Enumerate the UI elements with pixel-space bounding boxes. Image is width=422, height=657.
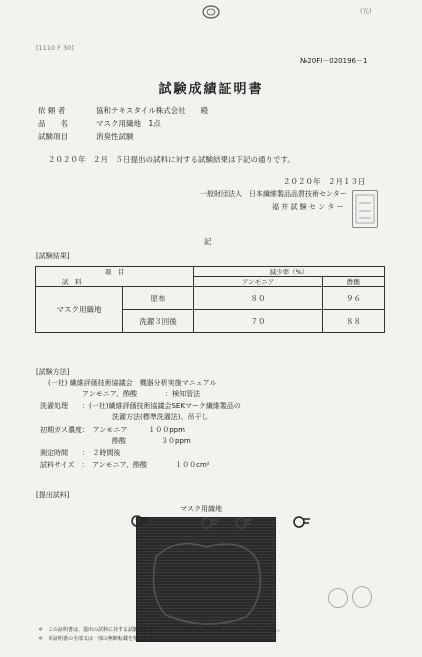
fabric-sample-swatch [136, 517, 276, 642]
footer-note: ＊ 本証明書の全部又は一部の無断転載を禁じます。 [38, 636, 158, 642]
cell-ammonia: ８０ [194, 287, 323, 310]
row-label: 原布 [123, 287, 194, 310]
cell-ammonia: ７０ [194, 310, 323, 333]
test-item-label: 試験項目 [38, 132, 68, 141]
requester-value: 協和テキスタイル株式会社 殿 [96, 106, 209, 115]
sample-section-label: [提出試料] [36, 491, 70, 499]
method-line: 試料サイズ ： アンモニア、酢酸 １００cm² [40, 461, 210, 469]
emblem-icon [201, 4, 221, 20]
col-acetic: 酢酸 [322, 277, 384, 287]
row-label: 洗濯３回後 [123, 310, 194, 333]
header-rate: 減少率（%） [194, 267, 385, 277]
method-line: 酢酸 ３０ppm [112, 437, 191, 445]
footer-note: ＊ この証明書は、提出の試料に対する試験結果であり、ロット全体の品質を保証するものではありません。 [38, 627, 284, 633]
official-seal [352, 190, 378, 228]
issuer-org: 一般財団法人 日本繊維製品品質技術センター [200, 190, 347, 198]
document-number: №20FI－020196－1 [300, 57, 368, 65]
method-line: アンモニア、酢酸 ：検知管法 [82, 390, 201, 398]
results-table [35, 266, 385, 333]
sample-name: マスク用織地 [36, 287, 123, 333]
document-title: 試験成績証明書 [158, 82, 264, 97]
stamp-logo-icon [292, 515, 312, 529]
stamp-logo-icon [234, 516, 254, 530]
col-ammonia: アンモニア [194, 277, 323, 287]
method-line: 測定時間 ： ２時間後 [40, 449, 121, 457]
inspector-stamp [352, 586, 372, 608]
inspector-stamp [328, 588, 348, 608]
sample-caption: マスク用織地 [180, 505, 222, 513]
issue-date: ２０２０年 ２月１３日 [283, 177, 366, 186]
requester-label: 依 頼 者 [38, 106, 66, 115]
header-item: 項 目 [36, 267, 194, 277]
method-line: 洗濯処理 ：(一社)繊維評価技術協議会SEKマーク繊維製品の [40, 402, 241, 410]
method-line: 初期ガス濃度： アンモニア １００ppm [40, 426, 185, 434]
cell-acetic: ８８ [322, 310, 384, 333]
serial-left: [1110 F 30] [36, 44, 74, 52]
header-sample: 試 料 [36, 277, 194, 287]
results-section-label: [試験結果] [36, 252, 70, 260]
stamp-logo-icon [130, 514, 150, 528]
issuer-center: 福 井 試 験 セ ン タ ー [272, 203, 344, 211]
intro-text: ２０２０年 ２月 ５日提出の試料に対する試験結果は下記の通りです。 [48, 155, 295, 164]
ki-mark: 記 [204, 237, 212, 246]
stamp-logo-icon [200, 516, 220, 530]
test-item-value: 消臭性試験 [96, 132, 134, 141]
product-label: 品 名 [38, 119, 68, 128]
method-line: (一社) 繊維評価技術協議会 機器分析実施マニュアル [48, 379, 217, 387]
method-line: 洗濯方法(標準洗濯法)、吊干し [112, 413, 209, 421]
table-row [36, 287, 385, 310]
top-mark: (光) [360, 7, 372, 15]
method-section-label: [試験方法] [36, 368, 70, 376]
product-value: マスク用織地 1点 [96, 119, 161, 128]
cell-acetic: ９６ [322, 287, 384, 310]
